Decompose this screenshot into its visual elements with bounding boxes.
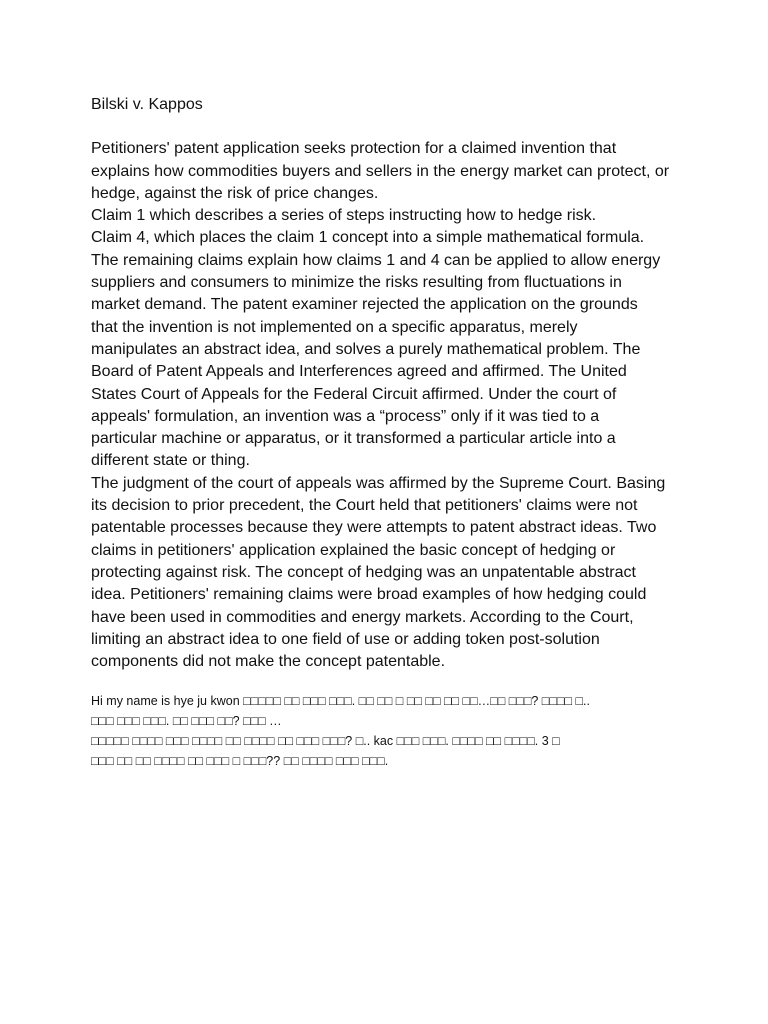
text-line: components did not make the concept patentable.	[91, 653, 446, 671]
text-line: hedge, against the risk of price changes.	[91, 184, 379, 202]
text-line: The remaining claims explain how claims 1 and 4 can be applied to allow energy	[91, 251, 661, 269]
text-line: particular machine or apparatus, or it transformed a particular article into a	[91, 430, 616, 448]
text-line: limiting an abstract idea to one field of use or adding token post-solution	[91, 630, 600, 648]
text-line: Petitioners' patent application seeks protection for a claimed invention that	[91, 140, 617, 158]
text-line: market demand. The patent examiner rejected the application on the grounds	[91, 296, 638, 314]
text-line: manipulates an abstract idea, and solves a purely mathematical problem. The	[91, 340, 641, 358]
text-line: States Court of Appeals for the Federal Circuit affirmed. Under the court of	[91, 385, 617, 403]
document-body	[91, 94, 691, 771]
document-title: Bilski v. Kappos	[91, 96, 203, 113]
note-line: □□□□□ □□□□ □□□ □□□□ □□ □□□□ □□ □□□ □□□? □.. kac □□□ □□□. □□□□ □□ □□□□. 3 □	[91, 734, 560, 749]
text-line: have been used in commodities and energy markets. According to the Court,	[91, 608, 634, 626]
text-line: suppliers and consumers to minimize the risks resulting from fluctuations in	[91, 274, 622, 292]
case-summary-text	[91, 138, 691, 673]
text-line: Board of Patent Appeals and Interferences agreed and affirmed. The United	[91, 363, 627, 381]
note-line: □□□ □□□ □□□. □□ □□□ □□? □□□ …	[91, 714, 282, 729]
author-note	[91, 691, 691, 771]
text-line: appeals' formulation, an invention was a “process” only if it was tied to a	[91, 407, 600, 425]
note-line: Hi my name is hye ju kwon □□□□□ □□ □□□ □□□. □□ □□ □ □□ □□ □□ □□…□□ □□□? □□□□ □..	[91, 694, 590, 709]
text-line: The judgment of the court of appeals was affirmed by the Supreme Court. Basing	[91, 474, 666, 492]
text-line: Claim 4, which places the claim 1 concept into a simple mathematical formula.	[91, 229, 645, 247]
text-line: Claim 1 which describes a series of steps instructing how to hedge risk.	[91, 207, 597, 225]
text-line: patentable processes because they were attempts to patent abstract ideas. Two	[91, 519, 657, 537]
text-line: idea. Petitioners' remaining claims were broad examples of how hedging could	[91, 586, 647, 604]
text-line: protecting against risk. The concept of hedging was an unpatentable abstract	[91, 563, 636, 581]
text-line: that the invention is not implemented on a specific apparatus, merely	[91, 318, 578, 336]
text-line: claims in petitioners' application explained the basic concept of hedging or	[91, 541, 616, 559]
text-line: explains how commodities buyers and sellers in the energy market can protect, or	[91, 162, 670, 180]
text-line: different state or thing.	[91, 452, 250, 470]
text-line: its decision to prior precedent, the Court held that petitioners' claims were not	[91, 497, 638, 515]
note-line: □□□ □□ □□ □□□□ □□ □□□ □ □□□?? □□ □□□□ □□□ □□□.	[91, 754, 389, 769]
